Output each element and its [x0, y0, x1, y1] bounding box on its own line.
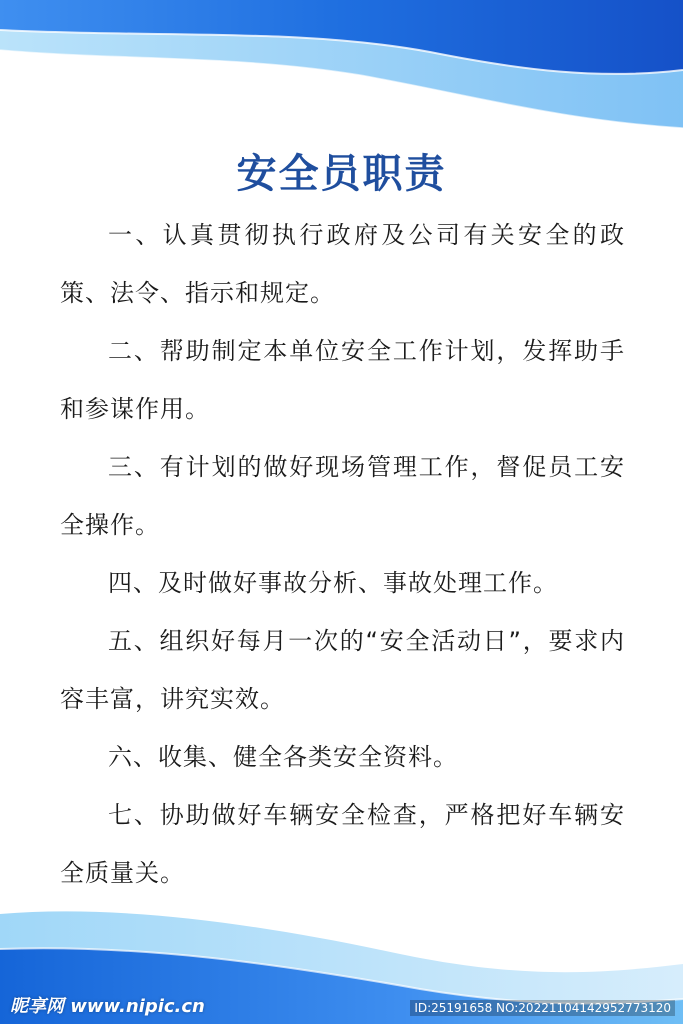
duties-list	[60, 206, 625, 902]
site-watermark-logo: 昵享网 www.nipic.cn	[10, 996, 205, 1017]
top-wave-decoration	[0, 0, 683, 130]
duty-item-3: 三、有计划的做好现场管理工作，督促员工安全操作。	[60, 453, 625, 539]
duty-item-7: 七、协助做好车辆安全检查，严格把好车辆安全质量关。	[60, 801, 625, 887]
duty-item-2: 二、帮助制定本单位安全工作计划，发挥助手和参谋作用。	[60, 337, 625, 423]
duty-item-5: 五、组织好每月一次的“安全活动日”，要求内容丰富，讲究实效。	[60, 627, 625, 713]
page-title: 安全员职责	[236, 151, 447, 197]
image-id-watermark: ID:25191658 NO:20221104142952773120	[410, 1000, 675, 1016]
duty-item-1: 一、认真贯彻执行政府及公司有关安全的政策、法令、指示和规定。	[60, 221, 625, 307]
duty-item-4: 四、及时做好事故分析、事故处理工作。	[108, 569, 558, 597]
duty-item-6: 六、收集、健全各类安全资料。	[108, 743, 458, 771]
